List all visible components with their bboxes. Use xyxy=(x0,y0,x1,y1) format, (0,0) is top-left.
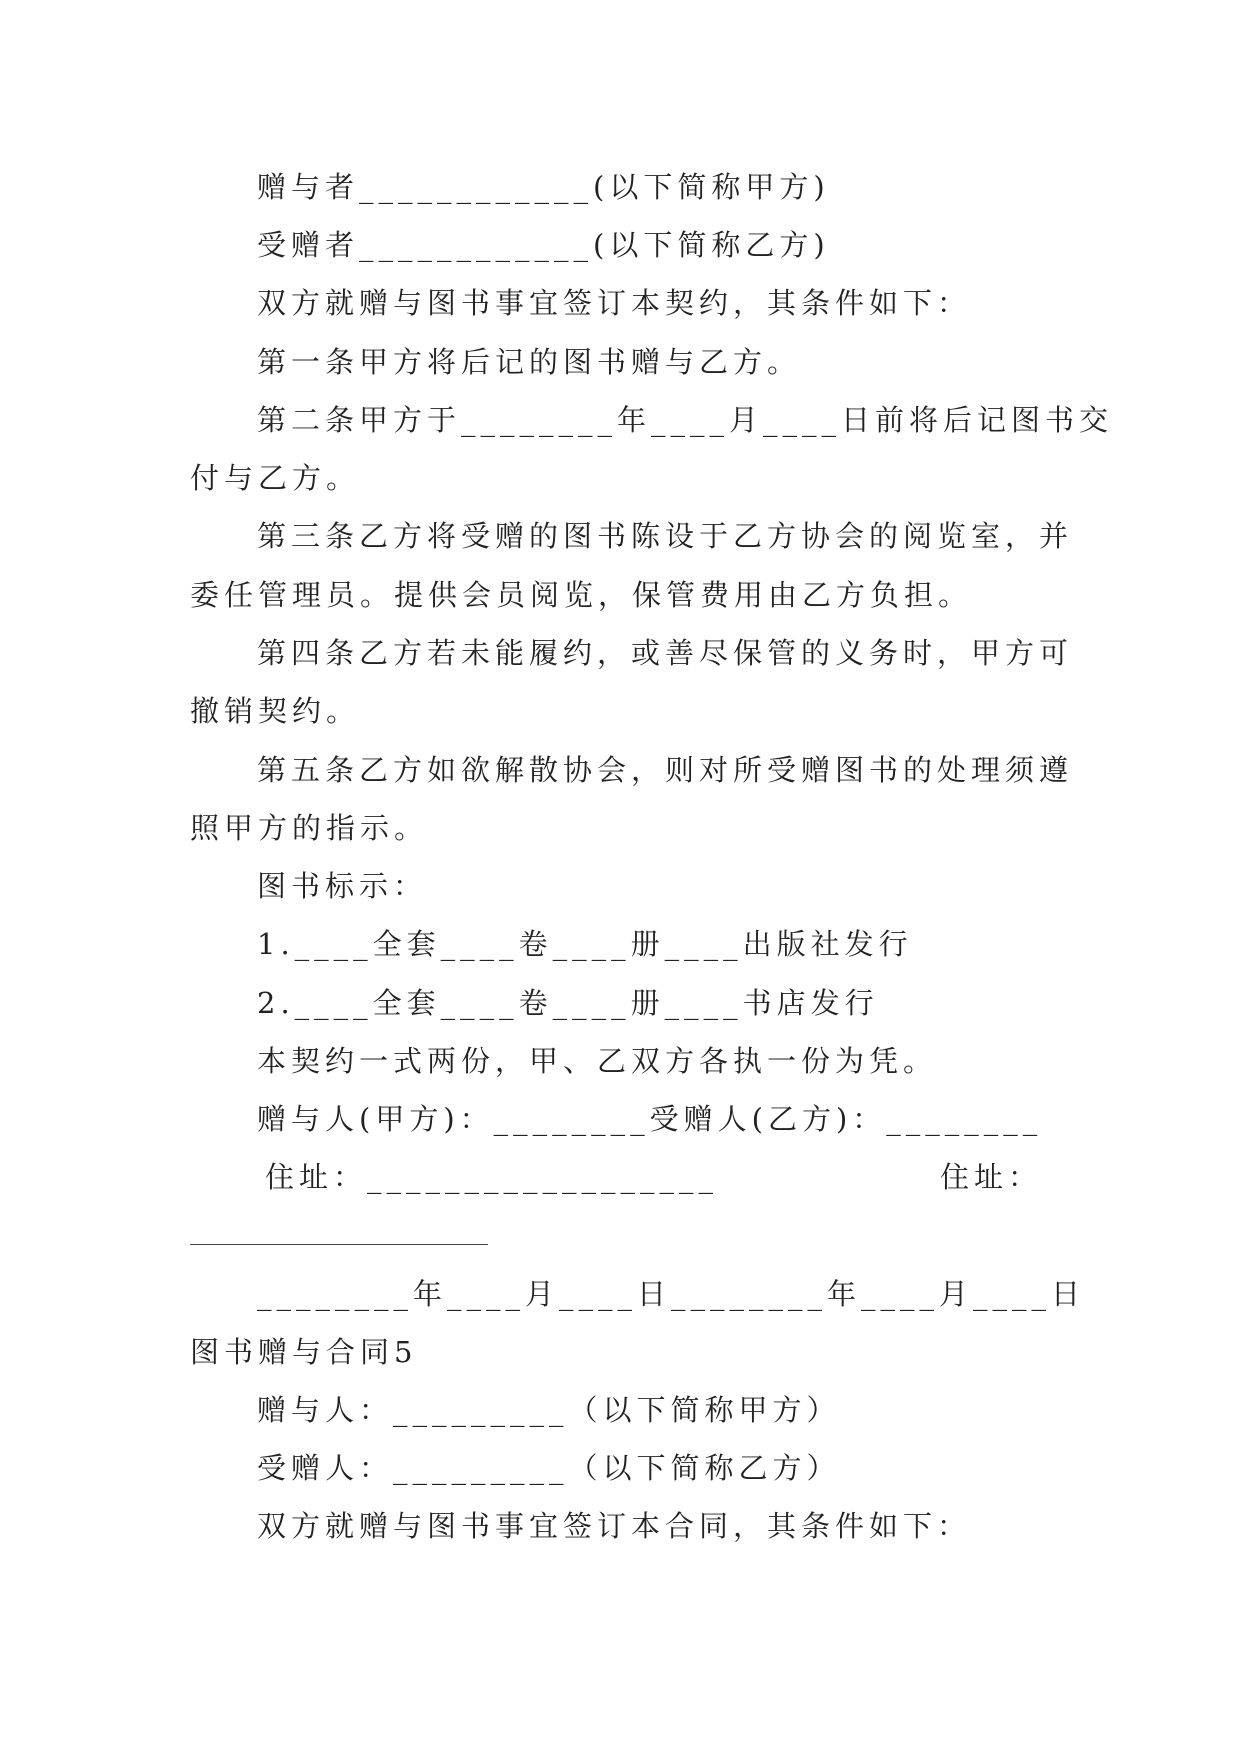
intro-line-2: 双方就赠与图书事宜签订本合同，其条件如下： xyxy=(257,1509,972,1543)
article-2-line-2: 付与乙方。 xyxy=(190,461,361,495)
article-4-line-1: 第四条乙方若未能履约，或善尽保管的义务时，甲方可 xyxy=(257,636,1074,670)
book-listing-item-2: 2.____全套____卷____册____书店发行 xyxy=(257,986,879,1020)
recipient-line: 受赠者____________(以下简称乙方) xyxy=(257,228,830,262)
article-3-line-1: 第三条乙方将受赠的图书陈设于乙方协会的阅览室，并 xyxy=(257,519,1074,553)
section-title: 图书赠与合同5 xyxy=(190,1335,418,1369)
article-5-line-2: 照甲方的指示。 xyxy=(190,811,429,845)
article-3-line-2: 委任管理员。提供会员阅览，保管费用由乙方负担。 xyxy=(190,578,973,612)
article-2-line-1: 第二条甲方于________年____月____日前将后记图书交 xyxy=(257,403,1114,437)
article-4-line-2: 撤销契约。 xyxy=(190,694,361,728)
article-1: 第一条甲方将后记的图书赠与乙方。 xyxy=(257,345,802,379)
donor-line-2: 赠与人：_________（以下简称甲方） xyxy=(257,1393,841,1427)
book-listing-item-1: 1.____全套____卷____册____出版社发行 xyxy=(257,927,913,961)
article-5-line-1: 第五条乙方如欲解散协会，则对所受赠图书的处理须遵 xyxy=(257,753,1074,787)
recipient-address: 住址： xyxy=(940,1160,1043,1194)
recipient-line-2: 受赠人：_________（以下简称乙方） xyxy=(257,1451,841,1485)
date-line: ________年____月____日________年____月____日 xyxy=(257,1277,1086,1311)
intro-line: 双方就赠与图书事宜签订本契约，其条件如下： xyxy=(257,286,972,320)
signature-line: 赠与人(甲方)：________受赠人(乙方)：________ xyxy=(257,1102,1043,1136)
book-listing-heading: 图书标示： xyxy=(257,869,428,903)
donor-address: 住址：__________________ xyxy=(265,1160,719,1194)
donor-line: 赠与者____________(以下简称甲方) xyxy=(257,170,830,204)
copies-line: 本契约一式两份，甲、乙双方各执一份为凭。 xyxy=(257,1044,938,1078)
address-blank-rule xyxy=(190,1244,488,1245)
